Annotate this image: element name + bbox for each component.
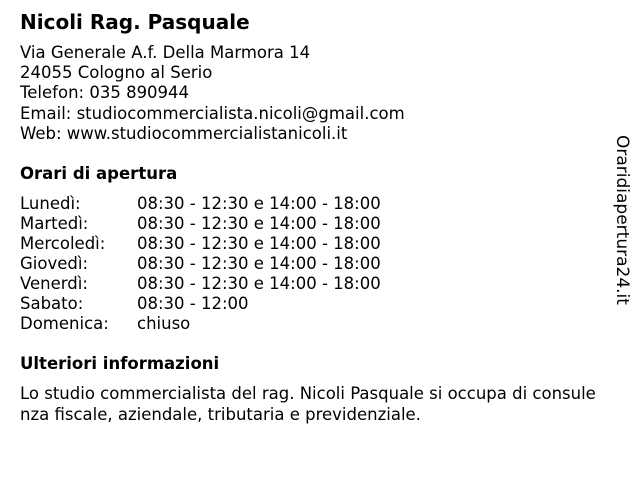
- info-heading: Ulteriori informazioni: [20, 354, 220, 373]
- hours-time: 08:30 - 12:00: [137, 294, 249, 313]
- info-line: Lo studio commercialista del rag. Nicoli Pasquale si occupa di consule: [20, 384, 596, 403]
- hours-time: 08:30 - 12:30 e 14:00 - 18:00: [137, 214, 381, 233]
- hours-time: 08:30 - 12:30 e 14:00 - 18:00: [137, 254, 381, 273]
- hours-day: Sabato:: [20, 294, 84, 313]
- hours-row: [20, 234, 381, 254]
- hours-time: chiuso: [137, 314, 191, 333]
- hours-time: 08:30 - 12:30 e 14:00 - 18:00: [137, 194, 381, 213]
- email-line: Email: studiocommercialista.nicoli@gmail.com: [20, 103, 405, 123]
- hours-row: [20, 314, 381, 334]
- web-line: Web: www.studiocommercialistanicoli.it: [20, 123, 348, 143]
- hours-row: [20, 254, 381, 274]
- hours-row: [20, 214, 381, 234]
- hours-day: Martedì:: [20, 214, 89, 233]
- address-street: Via Generale A.f. Della Marmora 14: [20, 43, 311, 62]
- hours-time: 08:30 - 12:30 e 14:00 - 18:00: [137, 274, 381, 293]
- contact-block: [20, 43, 405, 144]
- hours-day: Giovedì:: [20, 254, 88, 273]
- hours-day: Lunedì:: [20, 194, 81, 213]
- hours-day: Mercoledì:: [20, 234, 106, 253]
- hours-heading: Orari di apertura: [20, 164, 178, 183]
- info-line: nza fiscale, aziendale, tributaria e previdenziale.: [20, 404, 421, 424]
- site-watermark: Oraridiapertura24.it: [612, 135, 632, 305]
- hours-day: Domenica:: [20, 314, 109, 333]
- hours-table: [20, 194, 381, 334]
- business-name: Nicoli Rag. Pasquale: [20, 10, 250, 34]
- hours-time: 08:30 - 12:30 e 14:00 - 18:00: [137, 234, 381, 253]
- phone-line: Telefon: 035 890944: [20, 83, 190, 103]
- info-description: [20, 384, 600, 425]
- hours-row: [20, 194, 381, 214]
- hours-row: [20, 294, 381, 314]
- hours-row: [20, 274, 381, 294]
- hours-day: Venerdì:: [20, 274, 88, 293]
- address-city: 24055 Cologno al Serio: [20, 63, 213, 83]
